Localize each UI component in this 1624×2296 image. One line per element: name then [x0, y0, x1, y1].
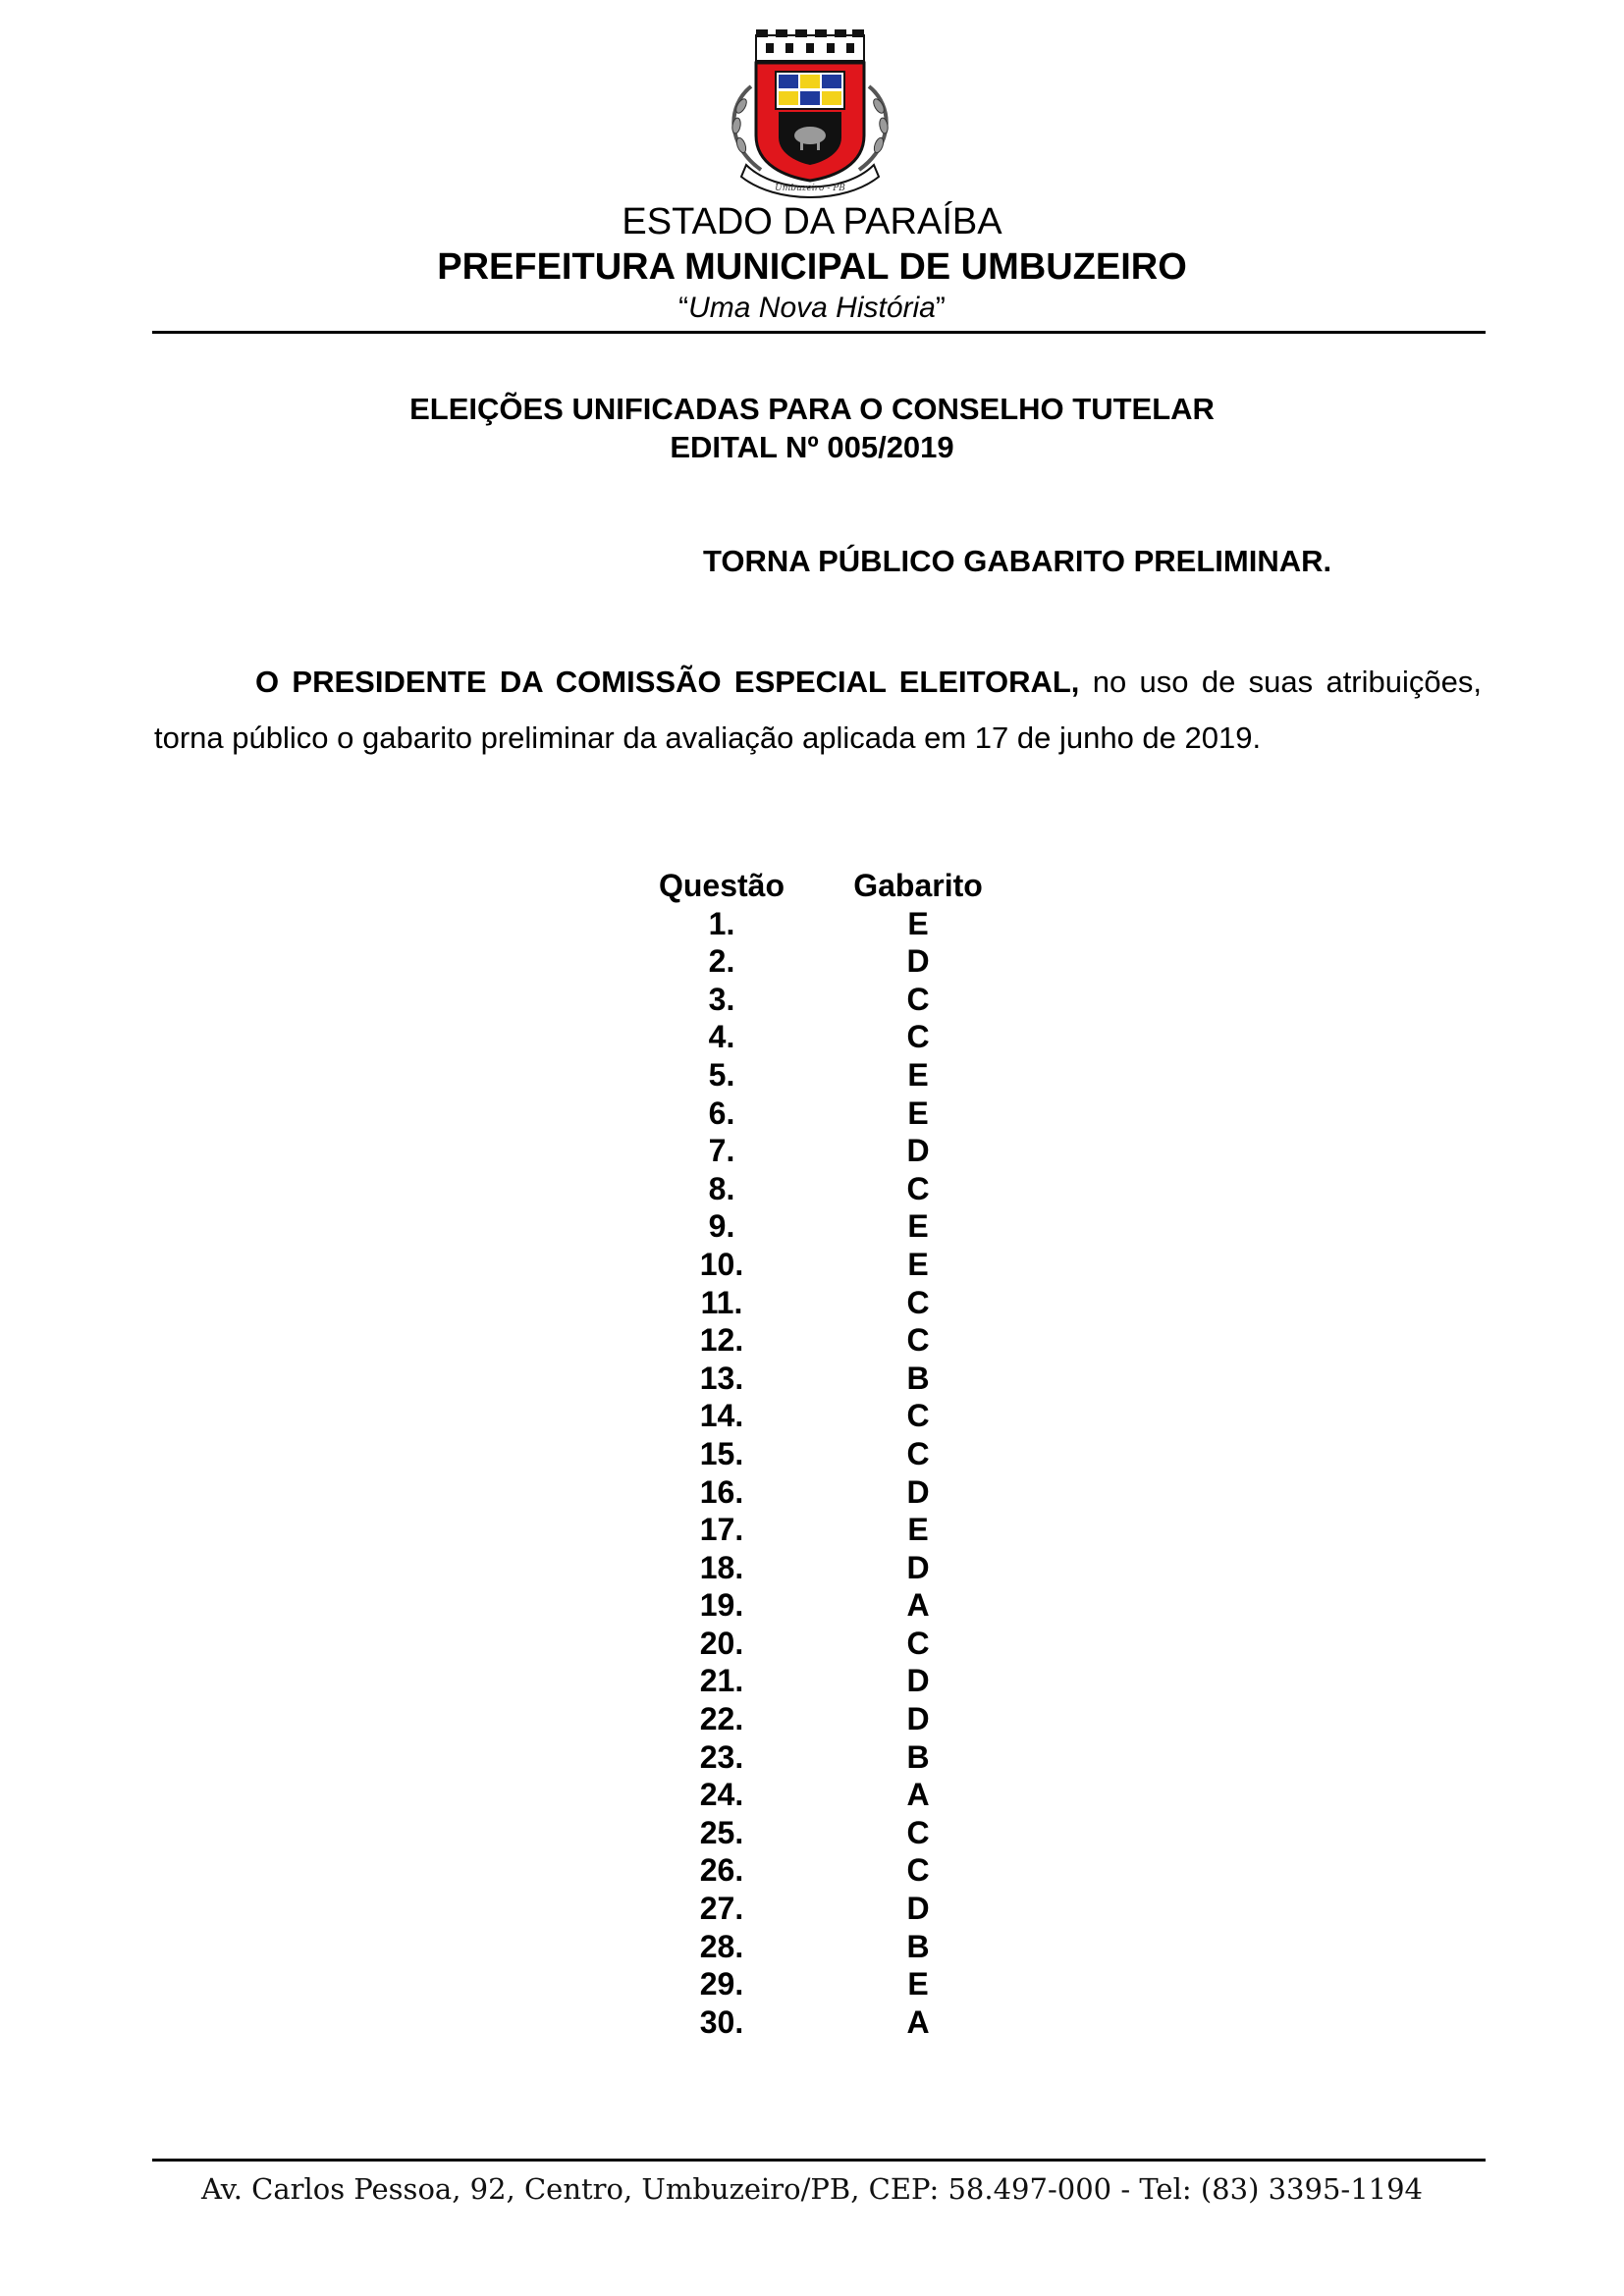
table-row [0, 1738, 1624, 1777]
answer-key-header [0, 867, 1624, 905]
question-number: 30. [699, 2003, 744, 2040]
body-paragraph-text: no uso de suas atribuições, torna público o gabarito preliminar da avaliação aplicada em 17 de junho de 2019. [154, 665, 1482, 755]
slogan-text: Uma Nova História [688, 292, 936, 324]
table-row [0, 1586, 1624, 1625]
footer-divider [152, 2159, 1486, 2162]
question-number: 2. [708, 943, 735, 980]
answer-letter: C [906, 1625, 930, 1661]
question-number: 24. [699, 1777, 744, 1813]
municipality-name: PREFEITURA MUNICIPAL DE UMBUZEIRO [437, 246, 1187, 288]
state-name: ESTADO DA PARAÍBA [622, 201, 1002, 242]
document-title: ELEIÇÕES UNIFICADAS PARA O CONSELHO TUTELAR [409, 392, 1215, 426]
question-number: 12. [699, 1322, 744, 1359]
table-row [0, 1397, 1624, 1435]
question-number: 1. [708, 905, 735, 941]
question-number: 20. [699, 1625, 744, 1661]
question-number: 8. [708, 1170, 735, 1206]
body-paragraph-bold: O PRESIDENTE DA COMISSÃO ESPECIAL ELEITORAL, [255, 665, 1080, 699]
question-number: 21. [699, 1663, 744, 1699]
body-paragraph [154, 654, 1482, 766]
answer-letter: C [906, 1284, 930, 1320]
municipal-coat-of-arms [722, 27, 898, 202]
table-row [0, 1700, 1624, 1738]
edital-number: EDITAL Nº 005/2019 [670, 430, 954, 464]
question-number: 29. [699, 1966, 744, 2002]
slogan [0, 291, 1624, 326]
answer-letter: E [907, 1246, 929, 1282]
table-row [0, 1625, 1624, 1663]
slogan-close-quote: ” [935, 292, 946, 324]
answer-letter: C [906, 1322, 930, 1359]
question-number: 16. [699, 1473, 744, 1510]
answer-letter: A [906, 1777, 930, 1813]
table-row [0, 1132, 1624, 1170]
answer-letter: B [906, 1928, 930, 1964]
table-row [0, 1056, 1624, 1095]
table-row [0, 1095, 1624, 1133]
question-number: 5. [708, 1056, 735, 1093]
table-row [0, 905, 1624, 943]
table-row [0, 1321, 1624, 1360]
answer-letter: C [906, 1019, 930, 1055]
question-number: 14. [699, 1398, 744, 1434]
question-number: 28. [699, 1928, 744, 1964]
table-row [0, 1776, 1624, 1814]
question-number: 17. [699, 1512, 744, 1548]
question-number: 15. [699, 1435, 744, 1471]
header-divider [152, 331, 1486, 334]
answer-letter: D [906, 943, 930, 980]
table-row [0, 1549, 1624, 1587]
table-row [0, 1890, 1624, 1928]
table-row [0, 1284, 1624, 1322]
crest-ribbon-text: Umbuzeiro - PB [775, 184, 845, 193]
answer-key-table [0, 867, 1624, 2041]
question-number: 11. [700, 1284, 743, 1320]
question-number: 6. [708, 1095, 735, 1131]
question-number: 25. [699, 1814, 744, 1850]
answer-letter: E [907, 905, 929, 941]
answer-letter: C [906, 981, 930, 1017]
table-row [0, 1170, 1624, 1208]
answer-letter: E [907, 1208, 929, 1245]
answer-letter: C [906, 1398, 930, 1434]
table-row [0, 1965, 1624, 2003]
table-row [0, 1435, 1624, 1473]
footer-address: Av. Carlos Pessoa, 92, Centro, Umbuzeiro/PB, CEP: 58.497-000 - Tel: (83) 3395-1194 [200, 2172, 1424, 2206]
answer-letter: E [907, 1512, 929, 1548]
answer-letter: D [906, 1663, 930, 1699]
slogan-open-quote: “ [678, 292, 689, 324]
answer-letter: A [906, 1587, 930, 1624]
question-number: 4. [708, 1019, 735, 1055]
table-row [0, 2003, 1624, 2042]
answer-letter: C [906, 1852, 930, 1889]
question-number: 7. [708, 1133, 735, 1169]
answer-letter: C [906, 1170, 930, 1206]
answer-letter: C [906, 1814, 930, 1850]
column-header-answer: Gabarito [853, 868, 983, 903]
table-row [0, 942, 1624, 981]
table-row [0, 1814, 1624, 1852]
answer-letter: D [906, 1549, 930, 1585]
answer-letter: C [906, 1435, 930, 1471]
document-subtitle: TORNA PÚBLICO GABARITO PRELIMINAR. [703, 544, 1332, 578]
answer-letter: D [906, 1701, 930, 1737]
question-number: 27. [699, 1891, 744, 1927]
question-number: 10. [699, 1246, 744, 1282]
table-row [0, 1851, 1624, 1890]
table-row [0, 1473, 1624, 1512]
table-row [0, 1018, 1624, 1056]
question-number: 13. [699, 1360, 744, 1396]
answer-letter: E [907, 1966, 929, 2002]
question-number: 23. [699, 1738, 744, 1775]
table-row [0, 1662, 1624, 1700]
question-number: 26. [699, 1852, 744, 1889]
table-row [0, 1360, 1624, 1398]
answer-letter: B [906, 1738, 930, 1775]
answer-letter: D [906, 1133, 930, 1169]
question-number: 3. [708, 981, 735, 1017]
answer-letter: A [906, 2003, 930, 2040]
table-row [0, 1207, 1624, 1246]
column-header-question: Questão [658, 868, 785, 903]
table-row [0, 1928, 1624, 1966]
table-row [0, 981, 1624, 1019]
question-number: 18. [699, 1549, 744, 1585]
question-number: 19. [699, 1587, 744, 1624]
answer-letter: B [906, 1360, 930, 1396]
answer-letter: D [906, 1473, 930, 1510]
answer-letter: E [907, 1056, 929, 1093]
question-number: 9. [708, 1208, 735, 1245]
table-row [0, 1511, 1624, 1549]
table-row [0, 1246, 1624, 1284]
answer-letter: E [907, 1095, 929, 1131]
answer-letter: D [906, 1891, 930, 1927]
question-number: 22. [699, 1701, 744, 1737]
